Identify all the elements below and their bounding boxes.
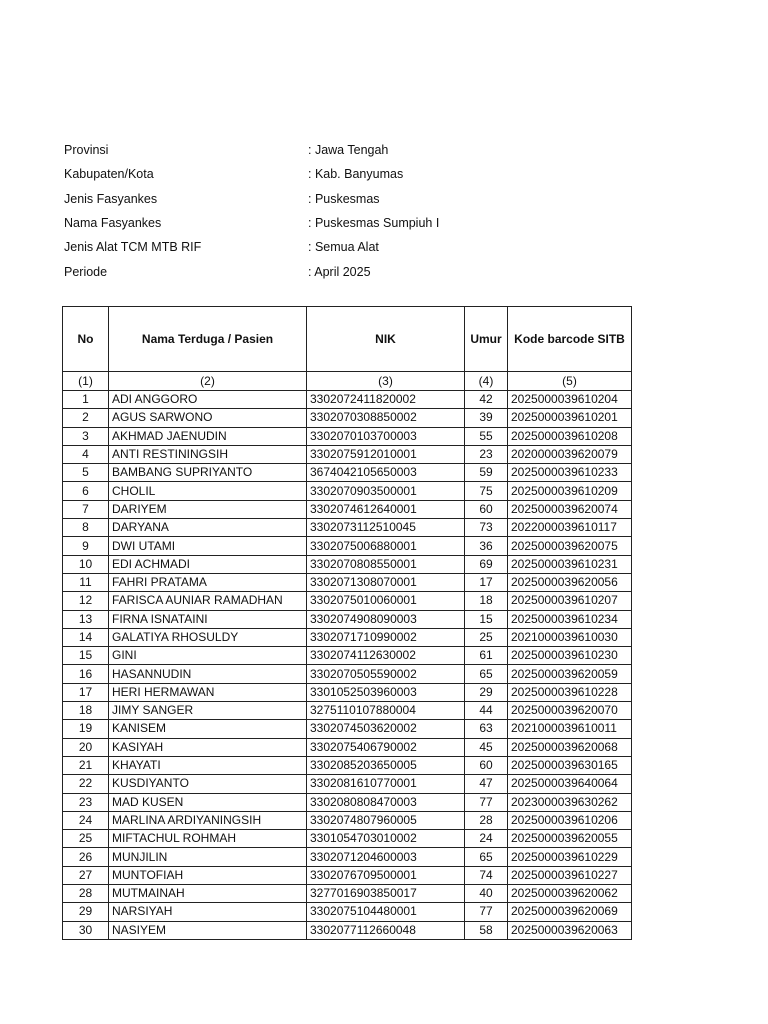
table-row [63, 775, 632, 793]
header-nama: Nama Terduga / Pasien [109, 307, 307, 372]
table-header-row [63, 307, 632, 372]
info-label: Jenis Alat TCM MTB RIF [64, 240, 202, 255]
barcode-code-cell: 2025000039610229 [508, 848, 632, 866]
row-number-cell: 14 [63, 628, 109, 646]
barcode-code-cell: 2025000039620068 [508, 738, 632, 756]
patient-name-cell: DARIYEM [109, 500, 307, 518]
barcode-code-cell: 2025000039610204 [508, 391, 632, 409]
age-cell: 15 [465, 610, 508, 628]
header-nik: NIK [307, 307, 465, 372]
patient-name-cell: GALATIYA RHOSULDY [109, 628, 307, 646]
barcode-code-cell: 2025000039610201 [508, 409, 632, 427]
nik-cell: 3302075912010001 [307, 445, 465, 463]
patient-name-cell: MUTMAINAH [109, 885, 307, 903]
nik-cell: 3302074908090003 [307, 610, 465, 628]
table-row [63, 537, 632, 555]
patient-name-cell: DARYANA [109, 519, 307, 537]
patient-name-cell: NARSIYAH [109, 903, 307, 921]
nik-cell: 3302074112630002 [307, 647, 465, 665]
table-row [63, 702, 632, 720]
patient-name-cell: AGUS SARWONO [109, 409, 307, 427]
age-cell: 75 [465, 482, 508, 500]
nik-cell: 3302074612640001 [307, 500, 465, 518]
barcode-code-cell: 2025000039620069 [508, 903, 632, 921]
row-number-cell: 26 [63, 848, 109, 866]
age-cell: 18 [465, 592, 508, 610]
nik-cell: 3302076709500001 [307, 866, 465, 884]
row-number-cell: 3 [63, 427, 109, 445]
row-number-cell: 2 [63, 409, 109, 427]
info-label: Nama Fasyankes [64, 216, 162, 231]
barcode-code-cell: 2025000039610231 [508, 555, 632, 573]
table-row [63, 647, 632, 665]
table-row [63, 427, 632, 445]
nik-cell: 3301052503960003 [307, 683, 465, 701]
barcode-code-cell: 2025000039620063 [508, 921, 632, 939]
row-number-cell: 6 [63, 482, 109, 500]
age-cell: 55 [465, 427, 508, 445]
nik-cell: 3302070308850002 [307, 409, 465, 427]
row-number-cell: 29 [63, 903, 109, 921]
info-row-jenis-fasyankes [64, 187, 439, 211]
age-cell: 77 [465, 903, 508, 921]
row-number-cell: 8 [63, 519, 109, 537]
nik-cell: 3302070103700003 [307, 427, 465, 445]
row-number-cell: 12 [63, 592, 109, 610]
patient-name-cell: KASIYAH [109, 738, 307, 756]
barcode-code-cell: 2023000039630262 [508, 793, 632, 811]
nik-cell: 3301054703010002 [307, 830, 465, 848]
row-number-cell: 24 [63, 811, 109, 829]
row-number-cell: 17 [63, 683, 109, 701]
row-number-cell: 28 [63, 885, 109, 903]
age-cell: 65 [465, 848, 508, 866]
age-cell: 61 [465, 647, 508, 665]
barcode-code-cell: 2025000039610234 [508, 610, 632, 628]
nik-cell: 3302071308070001 [307, 573, 465, 591]
table-row [63, 885, 632, 903]
row-number-cell: 20 [63, 738, 109, 756]
nik-cell: 3302070903500001 [307, 482, 465, 500]
info-label: Jenis Fasyankes [64, 191, 158, 206]
table-row [63, 555, 632, 573]
age-cell: 40 [465, 885, 508, 903]
patient-name-cell: MIFTACHUL ROHMAH [109, 830, 307, 848]
barcode-code-cell: 2025000039620055 [508, 830, 632, 848]
info-value: : Puskesmas [308, 191, 380, 206]
age-cell: 25 [465, 628, 508, 646]
table-row [63, 445, 632, 463]
info-row-nama-fasyankes [64, 211, 439, 235]
patient-name-cell: MARLINA ARDIYANINGSIH [109, 811, 307, 829]
age-cell: 28 [465, 811, 508, 829]
row-number-cell: 16 [63, 665, 109, 683]
nik-cell: 3302071204600003 [307, 848, 465, 866]
table-row [63, 500, 632, 518]
nik-cell: 3302085203650005 [307, 756, 465, 774]
barcode-code-cell: 2025000039640064 [508, 775, 632, 793]
header-no: No [63, 307, 109, 372]
patient-name-cell: BAMBANG SUPRIYANTO [109, 464, 307, 482]
row-number-cell: 10 [63, 555, 109, 573]
barcode-code-cell: 2025000039620075 [508, 537, 632, 555]
table-row [63, 683, 632, 701]
table-row [63, 848, 632, 866]
row-number-cell: 13 [63, 610, 109, 628]
age-cell: 60 [465, 756, 508, 774]
patient-name-cell: JIMY SANGER [109, 702, 307, 720]
table-row [63, 409, 632, 427]
table-row [63, 464, 632, 482]
nik-cell: 3302081610770001 [307, 775, 465, 793]
row-number-cell: 23 [63, 793, 109, 811]
nik-cell: 3277016903850017 [307, 885, 465, 903]
patient-name-cell: HASANNUDIN [109, 665, 307, 683]
age-cell: 74 [465, 866, 508, 884]
column-number: (2) [109, 372, 307, 391]
row-number-cell: 15 [63, 647, 109, 665]
patient-name-cell: AKHMAD JAENUDIN [109, 427, 307, 445]
table-row [63, 866, 632, 884]
nik-cell: 3302075006880001 [307, 537, 465, 555]
nik-cell: 3302074503620002 [307, 720, 465, 738]
age-cell: 73 [465, 519, 508, 537]
age-cell: 39 [465, 409, 508, 427]
patient-name-cell: ADI ANGGORO [109, 391, 307, 409]
table-row [63, 628, 632, 646]
barcode-code-cell: 2025000039620070 [508, 702, 632, 720]
nik-cell: 3302070808550001 [307, 555, 465, 573]
patient-name-cell: MUNTOFIAH [109, 866, 307, 884]
header-umur: Umur [465, 307, 508, 372]
barcode-code-cell: 2025000039620074 [508, 500, 632, 518]
age-cell: 42 [465, 391, 508, 409]
info-value: : April 2025 [308, 264, 371, 279]
table-row [63, 793, 632, 811]
nik-cell: 3674042105650003 [307, 464, 465, 482]
table-row [63, 756, 632, 774]
info-value: : Puskesmas Sumpiuh I [308, 216, 440, 231]
age-cell: 59 [465, 464, 508, 482]
info-value: : Jawa Tengah [308, 143, 389, 158]
row-number-cell: 30 [63, 921, 109, 939]
table-row [63, 830, 632, 848]
barcode-code-cell: 2025000039610206 [508, 811, 632, 829]
patient-name-cell: KUSDIYANTO [109, 775, 307, 793]
column-number-row [63, 372, 632, 391]
table-row [63, 592, 632, 610]
table-row [63, 720, 632, 738]
age-cell: 77 [465, 793, 508, 811]
info-label: Periode [64, 264, 108, 279]
barcode-code-cell: 2025000039610230 [508, 647, 632, 665]
nik-cell: 3302080808470003 [307, 793, 465, 811]
column-number: (3) [307, 372, 465, 391]
nik-cell: 3302071710990002 [307, 628, 465, 646]
nik-cell: 3275110107880004 [307, 702, 465, 720]
age-cell: 24 [465, 830, 508, 848]
row-number-cell: 21 [63, 756, 109, 774]
info-row-provinsi [64, 138, 439, 162]
info-row-jenis-alat [64, 235, 439, 259]
info-row-periode [64, 259, 439, 283]
barcode-code-cell: 2025000039630165 [508, 756, 632, 774]
age-cell: 60 [465, 500, 508, 518]
barcode-code-cell: 2025000039610228 [508, 683, 632, 701]
barcode-code-cell: 2022000039610117 [508, 519, 632, 537]
barcode-code-cell: 2025000039620062 [508, 885, 632, 903]
row-number-cell: 11 [63, 573, 109, 591]
row-number-cell: 4 [63, 445, 109, 463]
patient-name-cell: HERI HERMAWAN [109, 683, 307, 701]
info-value: : Kab. Banyumas [308, 167, 404, 182]
patient-name-cell: ANTI RESTININGSIH [109, 445, 307, 463]
row-number-cell: 25 [63, 830, 109, 848]
patient-name-cell: CHOLIL [109, 482, 307, 500]
barcode-code-cell: 2025000039610227 [508, 866, 632, 884]
barcode-code-cell: 2021000039610030 [508, 628, 632, 646]
patient-name-cell: KANISEM [109, 720, 307, 738]
age-cell: 29 [465, 683, 508, 701]
age-cell: 58 [465, 921, 508, 939]
row-number-cell: 7 [63, 500, 109, 518]
row-number-cell: 18 [63, 702, 109, 720]
table-row [63, 610, 632, 628]
column-number: (5) [508, 372, 632, 391]
age-cell: 36 [465, 537, 508, 555]
age-cell: 17 [465, 573, 508, 591]
nik-cell: 3302077112660048 [307, 921, 465, 939]
age-cell: 69 [465, 555, 508, 573]
patient-name-cell: DWI UTAMI [109, 537, 307, 555]
barcode-code-cell: 2025000039610209 [508, 482, 632, 500]
age-cell: 63 [465, 720, 508, 738]
age-cell: 44 [465, 702, 508, 720]
patient-name-cell: FAHRI PRATAMA [109, 573, 307, 591]
barcode-code-cell: 2025000039610208 [508, 427, 632, 445]
table-row [63, 573, 632, 591]
nik-cell: 3302075104480001 [307, 903, 465, 921]
patient-name-cell: MAD KUSEN [109, 793, 307, 811]
barcode-code-cell: 2025000039610233 [508, 464, 632, 482]
header-kode-barcode: Kode barcode SITB [508, 307, 632, 372]
patient-name-cell: KHAYATI [109, 756, 307, 774]
info-row-kabupaten [64, 162, 439, 186]
patient-name-cell: EDI ACHMADI [109, 555, 307, 573]
column-number: (1) [63, 372, 109, 391]
barcode-code-cell: 2021000039610011 [508, 720, 632, 738]
info-label: Kabupaten/Kota [64, 167, 154, 182]
row-number-cell: 19 [63, 720, 109, 738]
barcode-code-cell: 2025000039620059 [508, 665, 632, 683]
barcode-code-cell: 2025000039610207 [508, 592, 632, 610]
table-row [63, 391, 632, 409]
row-number-cell: 22 [63, 775, 109, 793]
row-number-cell: 5 [63, 464, 109, 482]
info-label: Provinsi [64, 143, 109, 158]
row-number-cell: 1 [63, 391, 109, 409]
table-row [63, 903, 632, 921]
nik-cell: 3302075010060001 [307, 592, 465, 610]
info-value: : Semua Alat [308, 240, 379, 255]
patient-name-cell: FIRNA ISNATAINI [109, 610, 307, 628]
patient-name-cell: MUNJILIN [109, 848, 307, 866]
barcode-code-cell: 2020000039620079 [508, 445, 632, 463]
nik-cell: 3302073112510045 [307, 519, 465, 537]
table-row [63, 738, 632, 756]
table-row [63, 482, 632, 500]
report-info [64, 138, 439, 284]
patient-name-cell: NASIYEM [109, 921, 307, 939]
age-cell: 47 [465, 775, 508, 793]
age-cell: 65 [465, 665, 508, 683]
nik-cell: 3302074807960005 [307, 811, 465, 829]
patient-table [62, 306, 632, 940]
column-number: (4) [465, 372, 508, 391]
table-row [63, 519, 632, 537]
table-row [63, 811, 632, 829]
table-row [63, 921, 632, 939]
patient-name-cell: FARISCA AUNIAR RAMADHAN [109, 592, 307, 610]
table-row [63, 665, 632, 683]
age-cell: 23 [465, 445, 508, 463]
age-cell: 45 [465, 738, 508, 756]
nik-cell: 3302070505590002 [307, 665, 465, 683]
row-number-cell: 27 [63, 866, 109, 884]
nik-cell: 3302072411820002 [307, 391, 465, 409]
patient-name-cell: GINI [109, 647, 307, 665]
nik-cell: 3302075406790002 [307, 738, 465, 756]
row-number-cell: 9 [63, 537, 109, 555]
barcode-code-cell: 2025000039620056 [508, 573, 632, 591]
